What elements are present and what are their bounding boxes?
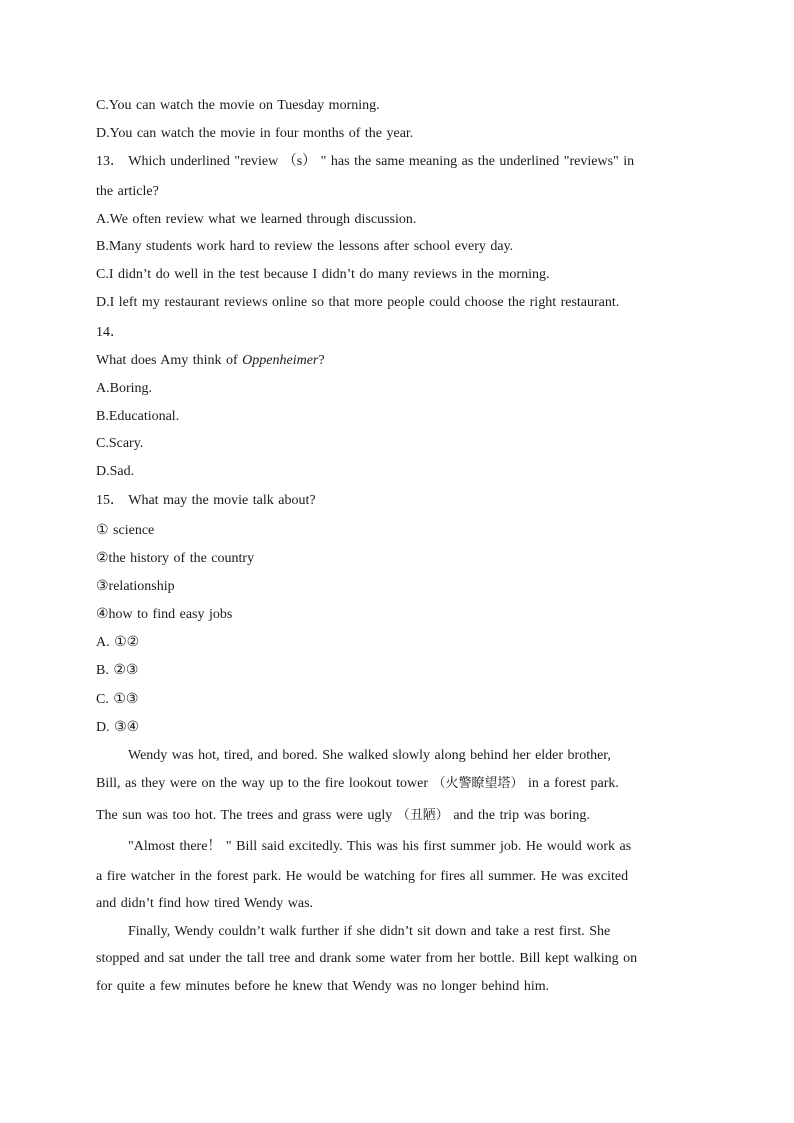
q13-option-c: C.I didn’t do well in the test because I didn’t do many reviews in the morning. (96, 267, 550, 282)
p1-line2-text-a: Bill, as they were on the way up to the fire lookout tower (96, 776, 433, 791)
passage-p3-line3: for quite a few minutes before he knew that Wendy was no longer behind him. (96, 979, 550, 994)
passage-p1-line3 (96, 807, 590, 825)
p1-line3-text-b: and the trip was boring. (448, 808, 590, 823)
q14-option-a: A.Boring. (96, 381, 152, 396)
p1-line2-gloss: （火警瞭望塔） (432, 776, 524, 791)
q12-option-d: D.You can watch the movie in four months of the year. (96, 126, 414, 141)
passage-p2-line3: and didn’t find how tired Wendy was. (96, 896, 314, 911)
q14-stem-after: ? (318, 353, 325, 368)
q15-item-3: ③relationship (96, 579, 175, 594)
q15-stem: 15． What may the movie talk about? (96, 493, 316, 508)
q15-item-2: ②the history of the country (96, 551, 255, 566)
q13-option-a: A.We often review what we learned through discussion. (96, 212, 417, 227)
q15-option-a: A. ①② (96, 635, 140, 650)
q14-option-c: C.Scary. (96, 436, 144, 451)
passage-p3-line2: stopped and sat under the tall tree and drank some water from her bottle. Bill kept walking on (96, 951, 638, 966)
p1-line3-text-a: The sun was too hot. The trees and grass were ugly (96, 808, 397, 823)
q14-movie-title: Oppenheimer (242, 353, 319, 368)
p1-line2-text-b: in a forest park. (523, 776, 619, 791)
q15-item-1: ① science (96, 523, 155, 538)
q13-option-b: B.Many students work hard to review the lessons after school every day. (96, 239, 514, 254)
passage-p3-line1: Finally, Wendy couldn’t walk further if she didn’t sit down and take a rest first. She (128, 924, 611, 939)
q13-stem-line1: 13． Which underlined "review （s） " has the same meaning as the underlined "reviews" in (96, 154, 635, 169)
passage-p1-line2 (96, 775, 619, 793)
q14-option-d: D.Sad. (96, 464, 135, 479)
q15-option-d: D. ③④ (96, 720, 140, 735)
passage-p2-line1: "Almost there！ " Bill said excitedly. This was his first summer job. He would work as (128, 839, 632, 854)
q14-stem-before: What does Amy think of (96, 353, 243, 368)
p1-line3-gloss: （丑陋） (396, 808, 449, 823)
q15-item-4: ④how to find easy jobs (96, 607, 233, 622)
q15-option-c: C. ①③ (96, 692, 139, 707)
passage-p2-line2: a fire watcher in the forest park. He would be watching for fires all summer. He was excited (96, 869, 629, 884)
passage-p1-line1: Wendy was hot, tired, and bored. She walked slowly along behind her elder brother, (128, 748, 611, 763)
q14-number: 14． (96, 325, 124, 340)
q14-stem (96, 352, 325, 370)
q15-option-b: B. ②③ (96, 663, 139, 678)
q12-option-c: C.You can watch the movie on Tuesday morning. (96, 98, 380, 113)
q14-option-b: B.Educational. (96, 409, 180, 424)
q13-stem-line2: the article? (96, 184, 159, 199)
q13-option-d: D.I left my restaurant reviews online so that more people could choose the right restaurant. (96, 295, 620, 310)
